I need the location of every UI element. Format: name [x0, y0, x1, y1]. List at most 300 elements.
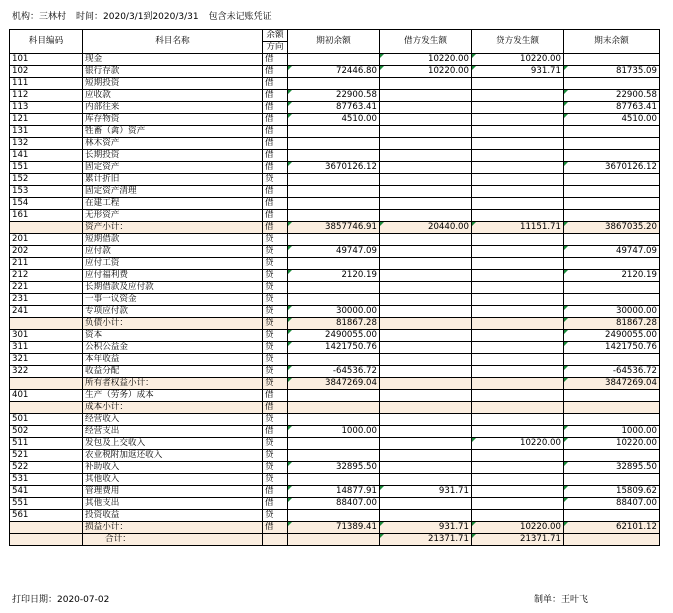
cell-debit[interactable]: [380, 234, 472, 246]
table-row: [10, 246, 660, 258]
cell-code[interactable]: 202: [10, 246, 83, 258]
cell-code[interactable]: 502: [10, 426, 83, 438]
cell-dir[interactable]: 贷: [263, 366, 288, 378]
cell-debit[interactable]: [380, 510, 472, 522]
cell-end[interactable]: 30000.00: [564, 306, 660, 318]
cell-dir[interactable]: 借: [263, 486, 288, 498]
cell-debit[interactable]: [380, 258, 472, 270]
cell-end[interactable]: 87763.41: [564, 102, 660, 114]
cell-begin[interactable]: [288, 78, 380, 90]
cell-dir[interactable]: 贷: [263, 294, 288, 306]
cell-credit[interactable]: [472, 510, 564, 522]
cell-end[interactable]: [564, 354, 660, 366]
cell-credit[interactable]: [472, 90, 564, 102]
cell-end[interactable]: 22900.58: [564, 90, 660, 102]
cell-end[interactable]: 1000.00: [564, 426, 660, 438]
cell-begin[interactable]: 30000.00: [288, 306, 380, 318]
cell-code[interactable]: 153: [10, 186, 83, 198]
cell-begin[interactable]: [288, 402, 380, 414]
cell-credit[interactable]: [472, 330, 564, 342]
cell-dir[interactable]: 贷: [263, 450, 288, 462]
cell-end[interactable]: [564, 198, 660, 210]
cell-name[interactable]: 银行存款: [83, 66, 263, 78]
cell-debit[interactable]: 931.71: [380, 522, 472, 534]
cell-code[interactable]: 301: [10, 330, 83, 342]
cell-code[interactable]: 151: [10, 162, 83, 174]
cell-code[interactable]: 101: [10, 54, 83, 66]
cell-name[interactable]: 内部往来: [83, 102, 263, 114]
cell-begin[interactable]: 3670126.12: [288, 162, 380, 174]
cell-begin[interactable]: [288, 294, 380, 306]
cell-dir[interactable]: 借: [263, 222, 288, 234]
cell-code[interactable]: 161: [10, 210, 83, 222]
cell-end[interactable]: 3867035.20: [564, 222, 660, 234]
cell-credit[interactable]: [472, 498, 564, 510]
cell-end[interactable]: 49747.09: [564, 246, 660, 258]
cell-name[interactable]: 成本小计：: [83, 402, 263, 414]
cell-code[interactable]: [10, 522, 83, 534]
cell-credit[interactable]: [472, 450, 564, 462]
cell-name[interactable]: 应付款: [83, 246, 263, 258]
cell-code[interactable]: 102: [10, 66, 83, 78]
cell-debit[interactable]: [380, 210, 472, 222]
cell-credit[interactable]: [472, 78, 564, 90]
cell-name[interactable]: 经营收入: [83, 414, 263, 426]
cell-credit[interactable]: [472, 246, 564, 258]
cell-begin[interactable]: [288, 258, 380, 270]
cell-name[interactable]: 无形资产: [83, 210, 263, 222]
cell-name[interactable]: 林木资产: [83, 138, 263, 150]
cell-dir[interactable]: 贷: [263, 414, 288, 426]
col-name-header: 科目名称: [83, 30, 263, 54]
cell-credit[interactable]: [472, 462, 564, 474]
cell-name[interactable]: 累计折旧: [83, 174, 263, 186]
cell-code[interactable]: 401: [10, 390, 83, 402]
cell-name[interactable]: 长期投资: [83, 150, 263, 162]
cell-name[interactable]: 收益分配: [83, 366, 263, 378]
cell-debit[interactable]: [380, 138, 472, 150]
cell-end[interactable]: [564, 126, 660, 138]
cell-name[interactable]: 补助收入: [83, 462, 263, 474]
cell-name[interactable]: 库存物资: [83, 114, 263, 126]
cell-begin[interactable]: 87763.41: [288, 102, 380, 114]
cell-credit[interactable]: 10220.00: [472, 522, 564, 534]
cell-credit[interactable]: [472, 162, 564, 174]
cell-begin[interactable]: 2490055.00: [288, 330, 380, 342]
cell-dir[interactable]: 贷: [263, 474, 288, 486]
cell-name[interactable]: 应付福利费: [83, 270, 263, 282]
cell-begin[interactable]: [288, 414, 380, 426]
cell-debit[interactable]: [380, 462, 472, 474]
cell-debit[interactable]: [380, 174, 472, 186]
cell-begin[interactable]: -64536.72: [288, 366, 380, 378]
cell-credit[interactable]: [472, 114, 564, 126]
cell-name[interactable]: 生产（劳务）成本: [83, 390, 263, 402]
cell-end[interactable]: [564, 510, 660, 522]
cell-credit[interactable]: [472, 366, 564, 378]
cell-code[interactable]: 141: [10, 150, 83, 162]
cell-name[interactable]: 短期借款: [83, 234, 263, 246]
cell-credit[interactable]: [472, 294, 564, 306]
cell-dir[interactable]: 借: [263, 78, 288, 90]
table-row: [10, 258, 660, 270]
subtotal-row: [10, 534, 660, 546]
cell-dir[interactable]: 借: [263, 66, 288, 78]
cell-begin[interactable]: 2120.19: [288, 270, 380, 282]
cell-code[interactable]: 321: [10, 354, 83, 366]
cell-name[interactable]: 一事一议资金: [83, 294, 263, 306]
cell-begin[interactable]: 1000.00: [288, 426, 380, 438]
cell-dir[interactable]: 贷: [263, 234, 288, 246]
cell-credit[interactable]: [472, 486, 564, 498]
cell-begin[interactable]: 3857746.91: [288, 222, 380, 234]
cell-debit[interactable]: [380, 318, 472, 330]
cell-dir[interactable]: 贷: [263, 306, 288, 318]
cell-debit[interactable]: [380, 402, 472, 414]
cell-code[interactable]: 522: [10, 462, 83, 474]
cell-end[interactable]: 15809.62: [564, 486, 660, 498]
cell-credit[interactable]: [472, 318, 564, 330]
cell-dir[interactable]: 借: [263, 390, 288, 402]
cell-credit[interactable]: [472, 342, 564, 354]
cell-debit[interactable]: [380, 378, 472, 390]
cell-name[interactable]: 固定资产: [83, 162, 263, 174]
cell-dir[interactable]: 贷: [263, 246, 288, 258]
cell-end[interactable]: [564, 414, 660, 426]
cell-code[interactable]: [10, 402, 83, 414]
cell-credit[interactable]: [472, 102, 564, 114]
cell-code[interactable]: 113: [10, 102, 83, 114]
cell-name[interactable]: 长期借款及应付款: [83, 282, 263, 294]
cell-credit[interactable]: [472, 414, 564, 426]
cell-name[interactable]: 所有者权益小计：: [83, 378, 263, 390]
cell-code[interactable]: 154: [10, 198, 83, 210]
cell-dir[interactable]: 贷: [263, 378, 288, 390]
cell-end[interactable]: [564, 258, 660, 270]
cell-credit[interactable]: [472, 306, 564, 318]
cell-code[interactable]: 541: [10, 486, 83, 498]
cell-dir[interactable]: 贷: [263, 330, 288, 342]
cell-end[interactable]: [564, 150, 660, 162]
cell-begin[interactable]: [288, 210, 380, 222]
cell-begin[interactable]: [288, 54, 380, 66]
cell-name[interactable]: 公积公益金: [83, 342, 263, 354]
cell-dir[interactable]: 借: [263, 162, 288, 174]
cell-dir[interactable]: 借: [263, 54, 288, 66]
cell-dir[interactable]: 借: [263, 102, 288, 114]
cell-dir[interactable]: 贷: [263, 342, 288, 354]
table-row: [10, 474, 660, 486]
cell-debit[interactable]: 21371.71: [380, 534, 472, 546]
cell-name[interactable]: 资产小计：: [83, 222, 263, 234]
cell-credit[interactable]: [472, 138, 564, 150]
cell-credit[interactable]: 11151.71: [472, 222, 564, 234]
cell-end[interactable]: [564, 282, 660, 294]
cell-dir[interactable]: 借: [263, 210, 288, 222]
cell-dir[interactable]: [263, 534, 288, 546]
cell-begin[interactable]: [288, 186, 380, 198]
cell-code[interactable]: [10, 318, 83, 330]
cell-credit[interactable]: [472, 402, 564, 414]
cell-code[interactable]: 551: [10, 498, 83, 510]
cell-credit[interactable]: 21371.71: [472, 534, 564, 546]
cell-name[interactable]: 农业税附加返还收入: [83, 450, 263, 462]
cell-debit[interactable]: [380, 90, 472, 102]
table-row: [10, 138, 660, 150]
cell-code[interactable]: 511: [10, 438, 83, 450]
cell-begin[interactable]: [288, 450, 380, 462]
cell-end[interactable]: 81867.28: [564, 318, 660, 330]
table-row: [10, 210, 660, 222]
cell-code[interactable]: 531: [10, 474, 83, 486]
cell-debit[interactable]: 10220.00: [380, 66, 472, 78]
cell-name[interactable]: 应收款: [83, 90, 263, 102]
cell-debit[interactable]: [380, 390, 472, 402]
cell-debit[interactable]: [380, 426, 472, 438]
cell-end[interactable]: [564, 210, 660, 222]
cell-code[interactable]: 501: [10, 414, 83, 426]
cell-end[interactable]: [564, 534, 660, 546]
cell-code[interactable]: 211: [10, 258, 83, 270]
cell-debit[interactable]: [380, 354, 472, 366]
cell-end[interactable]: 1421750.76: [564, 342, 660, 354]
cell-credit[interactable]: [472, 210, 564, 222]
cell-dir[interactable]: 贷: [263, 174, 288, 186]
cell-begin[interactable]: [288, 234, 380, 246]
cell-name[interactable]: 专项应付款: [83, 306, 263, 318]
cell-end[interactable]: 88407.00: [564, 498, 660, 510]
cell-name[interactable]: 经营支出: [83, 426, 263, 438]
cell-debit[interactable]: [380, 414, 472, 426]
cell-end[interactable]: 2120.19: [564, 270, 660, 282]
cell-end[interactable]: 32895.50: [564, 462, 660, 474]
cell-end[interactable]: [564, 294, 660, 306]
cell-begin[interactable]: [288, 510, 380, 522]
cell-code[interactable]: 521: [10, 450, 83, 462]
cell-begin[interactable]: [288, 534, 380, 546]
cell-dir[interactable]: 借: [263, 90, 288, 102]
cell-begin[interactable]: 1421750.76: [288, 342, 380, 354]
cell-begin[interactable]: 72446.80: [288, 66, 380, 78]
cell-end[interactable]: 81735.09: [564, 66, 660, 78]
cell-begin[interactable]: [288, 474, 380, 486]
cell-credit[interactable]: [472, 282, 564, 294]
subtotal-row: [10, 378, 660, 390]
cell-debit[interactable]: 931.71: [380, 486, 472, 498]
cell-end[interactable]: 10220.00: [564, 438, 660, 450]
table-row: [10, 294, 660, 306]
cell-begin[interactable]: [288, 282, 380, 294]
cell-code[interactable]: 132: [10, 138, 83, 150]
cell-begin[interactable]: 71389.41: [288, 522, 380, 534]
cell-code[interactable]: 561: [10, 510, 83, 522]
cell-code[interactable]: 111: [10, 78, 83, 90]
table-row: [10, 426, 660, 438]
cell-debit[interactable]: 20440.00: [380, 222, 472, 234]
cell-dir[interactable]: 借: [263, 114, 288, 126]
cell-end[interactable]: 3670126.12: [564, 162, 660, 174]
cell-debit[interactable]: 10220.00: [380, 54, 472, 66]
cell-end[interactable]: [564, 54, 660, 66]
table-row: [10, 234, 660, 246]
cell-debit[interactable]: [380, 366, 472, 378]
cell-begin[interactable]: [288, 354, 380, 366]
cell-begin[interactable]: 88407.00: [288, 498, 380, 510]
cell-debit[interactable]: [380, 498, 472, 510]
cell-begin[interactable]: [288, 126, 380, 138]
cell-name[interactable]: 资本: [83, 330, 263, 342]
cell-begin[interactable]: [288, 138, 380, 150]
cell-dir[interactable]: 借: [263, 150, 288, 162]
cell-dir[interactable]: 借: [263, 186, 288, 198]
cell-end[interactable]: -64536.72: [564, 366, 660, 378]
cell-begin[interactable]: 4510.00: [288, 114, 380, 126]
cell-code[interactable]: 201: [10, 234, 83, 246]
cell-end[interactable]: [564, 234, 660, 246]
cell-end[interactable]: [564, 402, 660, 414]
cell-credit[interactable]: [472, 234, 564, 246]
cell-dir[interactable]: 贷: [263, 270, 288, 282]
cell-debit[interactable]: [380, 186, 472, 198]
cell-credit[interactable]: [472, 474, 564, 486]
cell-name[interactable]: 固定资产清理: [83, 186, 263, 198]
cell-debit[interactable]: [380, 294, 472, 306]
cell-begin[interactable]: [288, 198, 380, 210]
cell-credit[interactable]: [472, 126, 564, 138]
cell-code[interactable]: 152: [10, 174, 83, 186]
cell-name[interactable]: 合计：: [83, 534, 263, 546]
cell-dir[interactable]: 借: [263, 138, 288, 150]
cell-end[interactable]: 2490055.00: [564, 330, 660, 342]
cell-debit[interactable]: [380, 270, 472, 282]
cell-dir[interactable]: 贷: [263, 510, 288, 522]
cell-credit[interactable]: 10220.00: [472, 54, 564, 66]
cell-debit[interactable]: [380, 78, 472, 90]
balance-table: [9, 29, 660, 546]
cell-code[interactable]: [10, 222, 83, 234]
cell-code[interactable]: [10, 378, 83, 390]
cell-code[interactable]: [10, 534, 83, 546]
cell-code[interactable]: 212: [10, 270, 83, 282]
cell-end[interactable]: [564, 450, 660, 462]
cell-dir[interactable]: 贷: [263, 462, 288, 474]
cell-begin[interactable]: 22900.58: [288, 90, 380, 102]
cell-credit[interactable]: [472, 198, 564, 210]
cell-dir[interactable]: 借: [263, 426, 288, 438]
cell-name[interactable]: 负债小计：: [83, 318, 263, 330]
cell-name[interactable]: 损益小计：: [83, 522, 263, 534]
cell-credit[interactable]: [472, 378, 564, 390]
cell-credit[interactable]: [472, 390, 564, 402]
cell-name[interactable]: 应付工资: [83, 258, 263, 270]
cell-credit[interactable]: [472, 258, 564, 270]
cell-name[interactable]: 本年收益: [83, 354, 263, 366]
cell-end[interactable]: [564, 174, 660, 186]
cell-end[interactable]: [564, 186, 660, 198]
cell-dir[interactable]: 贷: [263, 282, 288, 294]
cell-debit[interactable]: [380, 438, 472, 450]
cell-debit[interactable]: [380, 114, 472, 126]
cell-code[interactable]: 221: [10, 282, 83, 294]
cell-begin[interactable]: 3847269.04: [288, 378, 380, 390]
cell-code[interactable]: 112: [10, 90, 83, 102]
cell-credit[interactable]: 931.71: [472, 66, 564, 78]
cell-debit[interactable]: [380, 126, 472, 138]
table-row: [10, 114, 660, 126]
cell-credit[interactable]: [472, 174, 564, 186]
cell-begin[interactable]: 32895.50: [288, 462, 380, 474]
cell-code[interactable]: 131: [10, 126, 83, 138]
cell-debit[interactable]: [380, 282, 472, 294]
cell-begin[interactable]: 14877.91: [288, 486, 380, 498]
cell-debit[interactable]: [380, 150, 472, 162]
cell-debit[interactable]: [380, 102, 472, 114]
cell-dir[interactable]: 借: [263, 402, 288, 414]
cell-end[interactable]: 4510.00: [564, 114, 660, 126]
cell-name[interactable]: 其他收入: [83, 474, 263, 486]
cell-dir[interactable]: 贷: [263, 318, 288, 330]
cell-credit[interactable]: [472, 186, 564, 198]
cell-debit[interactable]: [380, 198, 472, 210]
cell-debit[interactable]: [380, 450, 472, 462]
cell-debit[interactable]: [380, 342, 472, 354]
cell-credit[interactable]: [472, 426, 564, 438]
cell-code[interactable]: 121: [10, 114, 83, 126]
cell-credit[interactable]: [472, 270, 564, 282]
cell-end[interactable]: [564, 390, 660, 402]
cell-code[interactable]: 311: [10, 342, 83, 354]
cell-credit[interactable]: [472, 150, 564, 162]
cell-begin[interactable]: [288, 150, 380, 162]
cell-begin[interactable]: [288, 438, 380, 450]
cell-code[interactable]: 231: [10, 294, 83, 306]
cell-code[interactable]: 322: [10, 366, 83, 378]
cell-begin[interactable]: 81867.28: [288, 318, 380, 330]
cell-name[interactable]: 投资收益: [83, 510, 263, 522]
cell-name[interactable]: 在建工程: [83, 198, 263, 210]
cell-begin[interactable]: 49747.09: [288, 246, 380, 258]
cell-dir[interactable]: 贷: [263, 258, 288, 270]
cell-name[interactable]: 现金: [83, 54, 263, 66]
cell-end[interactable]: [564, 474, 660, 486]
cell-dir[interactable]: 借: [263, 198, 288, 210]
cell-dir[interactable]: 贷: [263, 438, 288, 450]
cell-dir[interactable]: 借: [263, 522, 288, 534]
cell-begin[interactable]: [288, 390, 380, 402]
cell-end[interactable]: 62101.12: [564, 522, 660, 534]
cell-name[interactable]: 管理费用: [83, 486, 263, 498]
cell-name[interactable]: 发包及上交收入: [83, 438, 263, 450]
cell-credit[interactable]: [472, 354, 564, 366]
cell-debit[interactable]: [380, 246, 472, 258]
cell-credit[interactable]: 10220.00: [472, 438, 564, 450]
cell-debit[interactable]: [380, 306, 472, 318]
cell-begin[interactable]: [288, 174, 380, 186]
cell-name[interactable]: 其他支出: [83, 498, 263, 510]
cell-code[interactable]: 241: [10, 306, 83, 318]
cell-dir[interactable]: 贷: [263, 354, 288, 366]
cell-end[interactable]: 3847269.04: [564, 378, 660, 390]
cell-debit[interactable]: [380, 330, 472, 342]
cell-end[interactable]: [564, 78, 660, 90]
cell-name[interactable]: 短期投资: [83, 78, 263, 90]
cell-end[interactable]: [564, 138, 660, 150]
cell-name[interactable]: 牲畜（禽）资产: [83, 126, 263, 138]
cell-debit[interactable]: [380, 162, 472, 174]
cell-debit[interactable]: [380, 474, 472, 486]
cell-dir[interactable]: 借: [263, 126, 288, 138]
cell-dir[interactable]: 借: [263, 498, 288, 510]
